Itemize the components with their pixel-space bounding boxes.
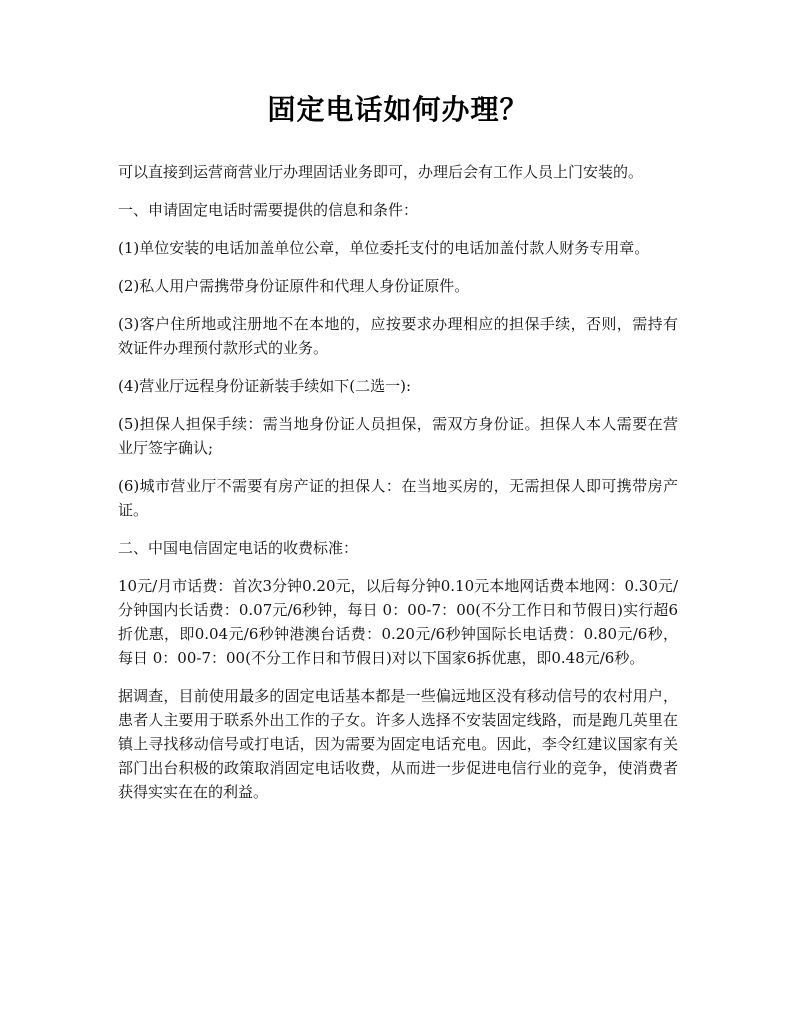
paragraph-item-3: (3)客户住所地或注册地不在本地的，应按要求办理相应的担保手续，否则，需持有效证件办理预付款形式的业务。 [118,315,678,357]
paragraph-section-2-heading: 二、中国电信固定电话的收费标准： [118,539,359,557]
paragraph-item-6: (6)城市营业厅不需要有房产证的担保人：在当地买房的，无需担保人即可携带房产证。 [118,477,678,519]
paragraph-item-4: (4)营业厅远程身份证新装手续如下(二选一): [118,377,412,395]
page-title: 固定电话如何办理？ [267,93,529,126]
paragraph-intro: 可以直接到运营商营业厅办理固话业务即可，办理后会有工作人员上门安装的。 [118,163,644,181]
paragraph-fee-standard: 10元/月市话费：首次3分钟0.20元，以后每分钟0.10元本地网话费本地网：0.30元/分钟国内长话费：0.07元/6秒钟，每日 0：00-7：00(不分工作日和节假日)实行超6折优惠，即0.04元/6秒钟港澳台话费：0.20元/6秒钟国际长电话费：0.80元/6秒，每日 0：00-7：00(不分工作日和节假日)对以下国家6拆优惠，即0.48元/6秒。 [118,577,678,667]
paragraph-item-1: (1)单位安装的电话加盖单位公章，单位委托支付的电话加盖付款人财务专用章。 [118,239,650,257]
paragraph-item-2: (2)私人用户需携带身份证原件和代理人身份证原件。 [118,277,470,295]
paragraph-survey: 据调查，目前使用最多的固定电话基本都是一些偏远地区没有移动信号的农村用户，患者人主要用于联系外出工作的子女。许多人选择不安装固定线路，而是跑几英里在镇上寻找移动信号或打电话，因为需要为固定电话充电。因此，李令红建议国家有关部门出台积极的政策取消固定电话收费，从而进一步促进电信行业的竞争，使消费者获得实实在在的利益。 [118,687,678,801]
paragraph-item-5: (5)担保人担保手续：需当地身份证人员担保，需双方身份证。担保人本人需要在营业厅签字确认; [118,415,678,457]
paragraph-section-1-heading: 一、申请固定电话时需要提供的信息和条件： [118,201,419,219]
